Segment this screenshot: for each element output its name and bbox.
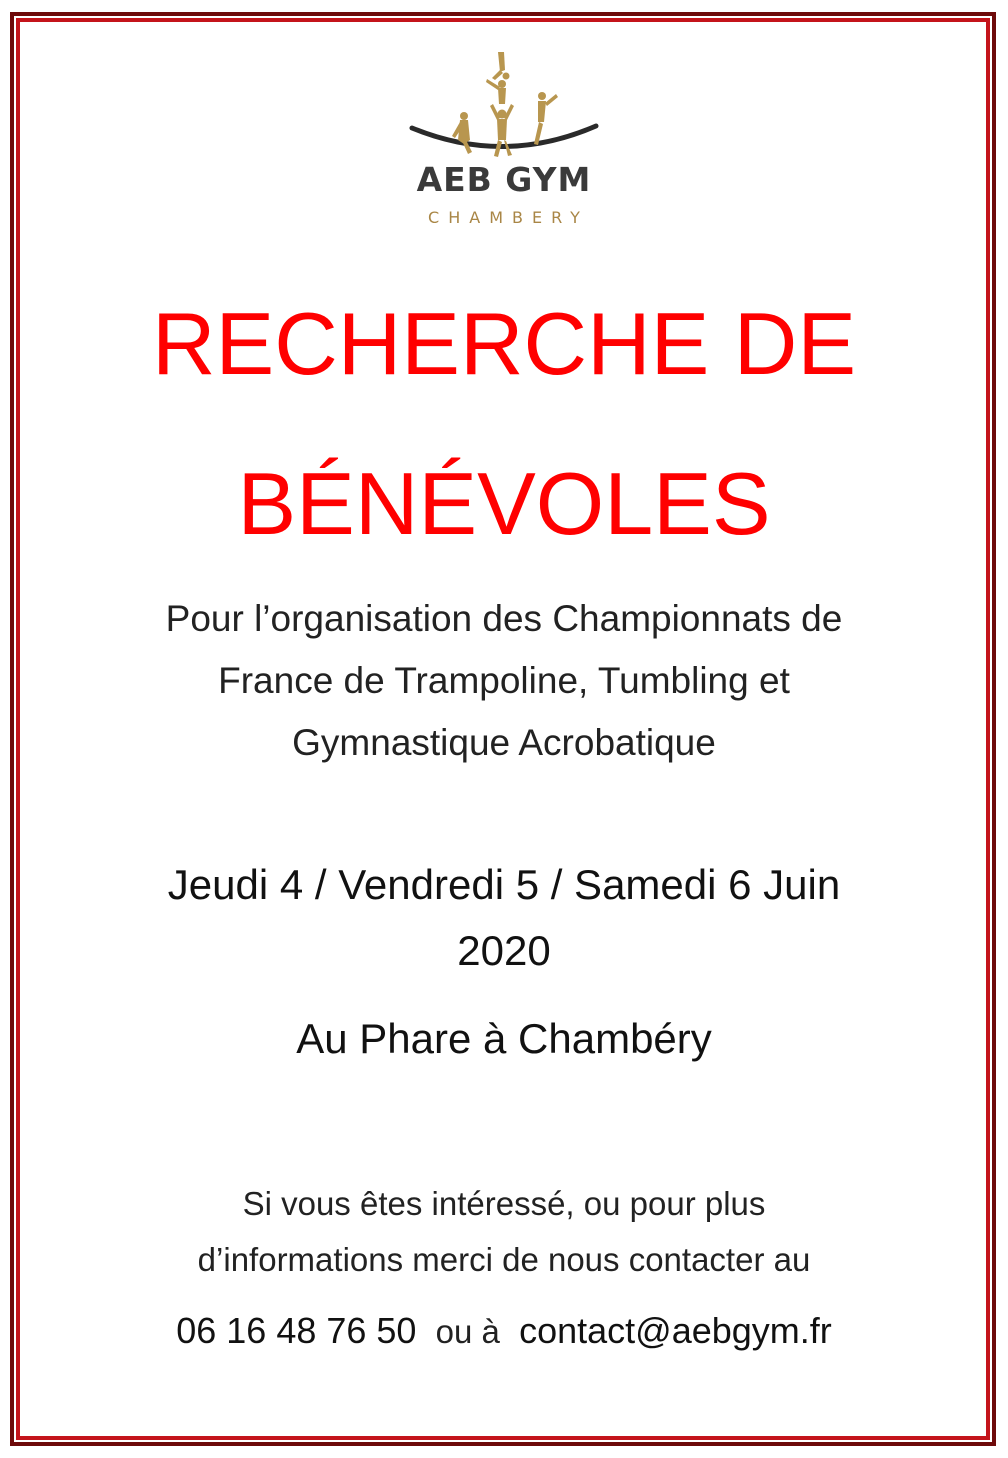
dates-line-1: Jeudi 4 / Vendredi 5 / Samedi 6 Juin — [167, 861, 841, 908]
gymnasts-arc-icon — [384, 48, 624, 158]
description-line-1: Pour l’organisation des Championnats de — [165, 598, 843, 639]
event-dates — [60, 852, 948, 984]
contact-line-1: Si vous êtes intéressé, ou pour plus — [242, 1185, 766, 1222]
contact-text — [60, 1176, 948, 1288]
phone-number[interactable]: 06 16 48 76 50 — [176, 1310, 417, 1351]
logo-title: AEB GYM — [416, 160, 592, 199]
club-logo — [384, 48, 624, 248]
event-description — [60, 588, 948, 774]
email-address[interactable]: contact@aebgym.fr — [519, 1310, 832, 1351]
contact-line-2: d’informations merci de nous contacter au — [197, 1241, 811, 1278]
headline-line-2: BÉNÉVOLES — [237, 454, 771, 553]
dates-line-2: 2020 — [457, 927, 551, 974]
logo-subtitle: CHAMBERY — [428, 208, 589, 227]
contact-details — [60, 1305, 948, 1358]
contact-connector: ou à — [426, 1313, 510, 1350]
event-location: Au Phare à Chambéry — [296, 1015, 712, 1062]
headline-line-1: RECHERCHE DE — [151, 294, 857, 393]
description-line-3: Gymnastique Acrobatique — [292, 722, 716, 763]
description-line-2: France de Trampoline, Tumbling et — [218, 660, 790, 701]
